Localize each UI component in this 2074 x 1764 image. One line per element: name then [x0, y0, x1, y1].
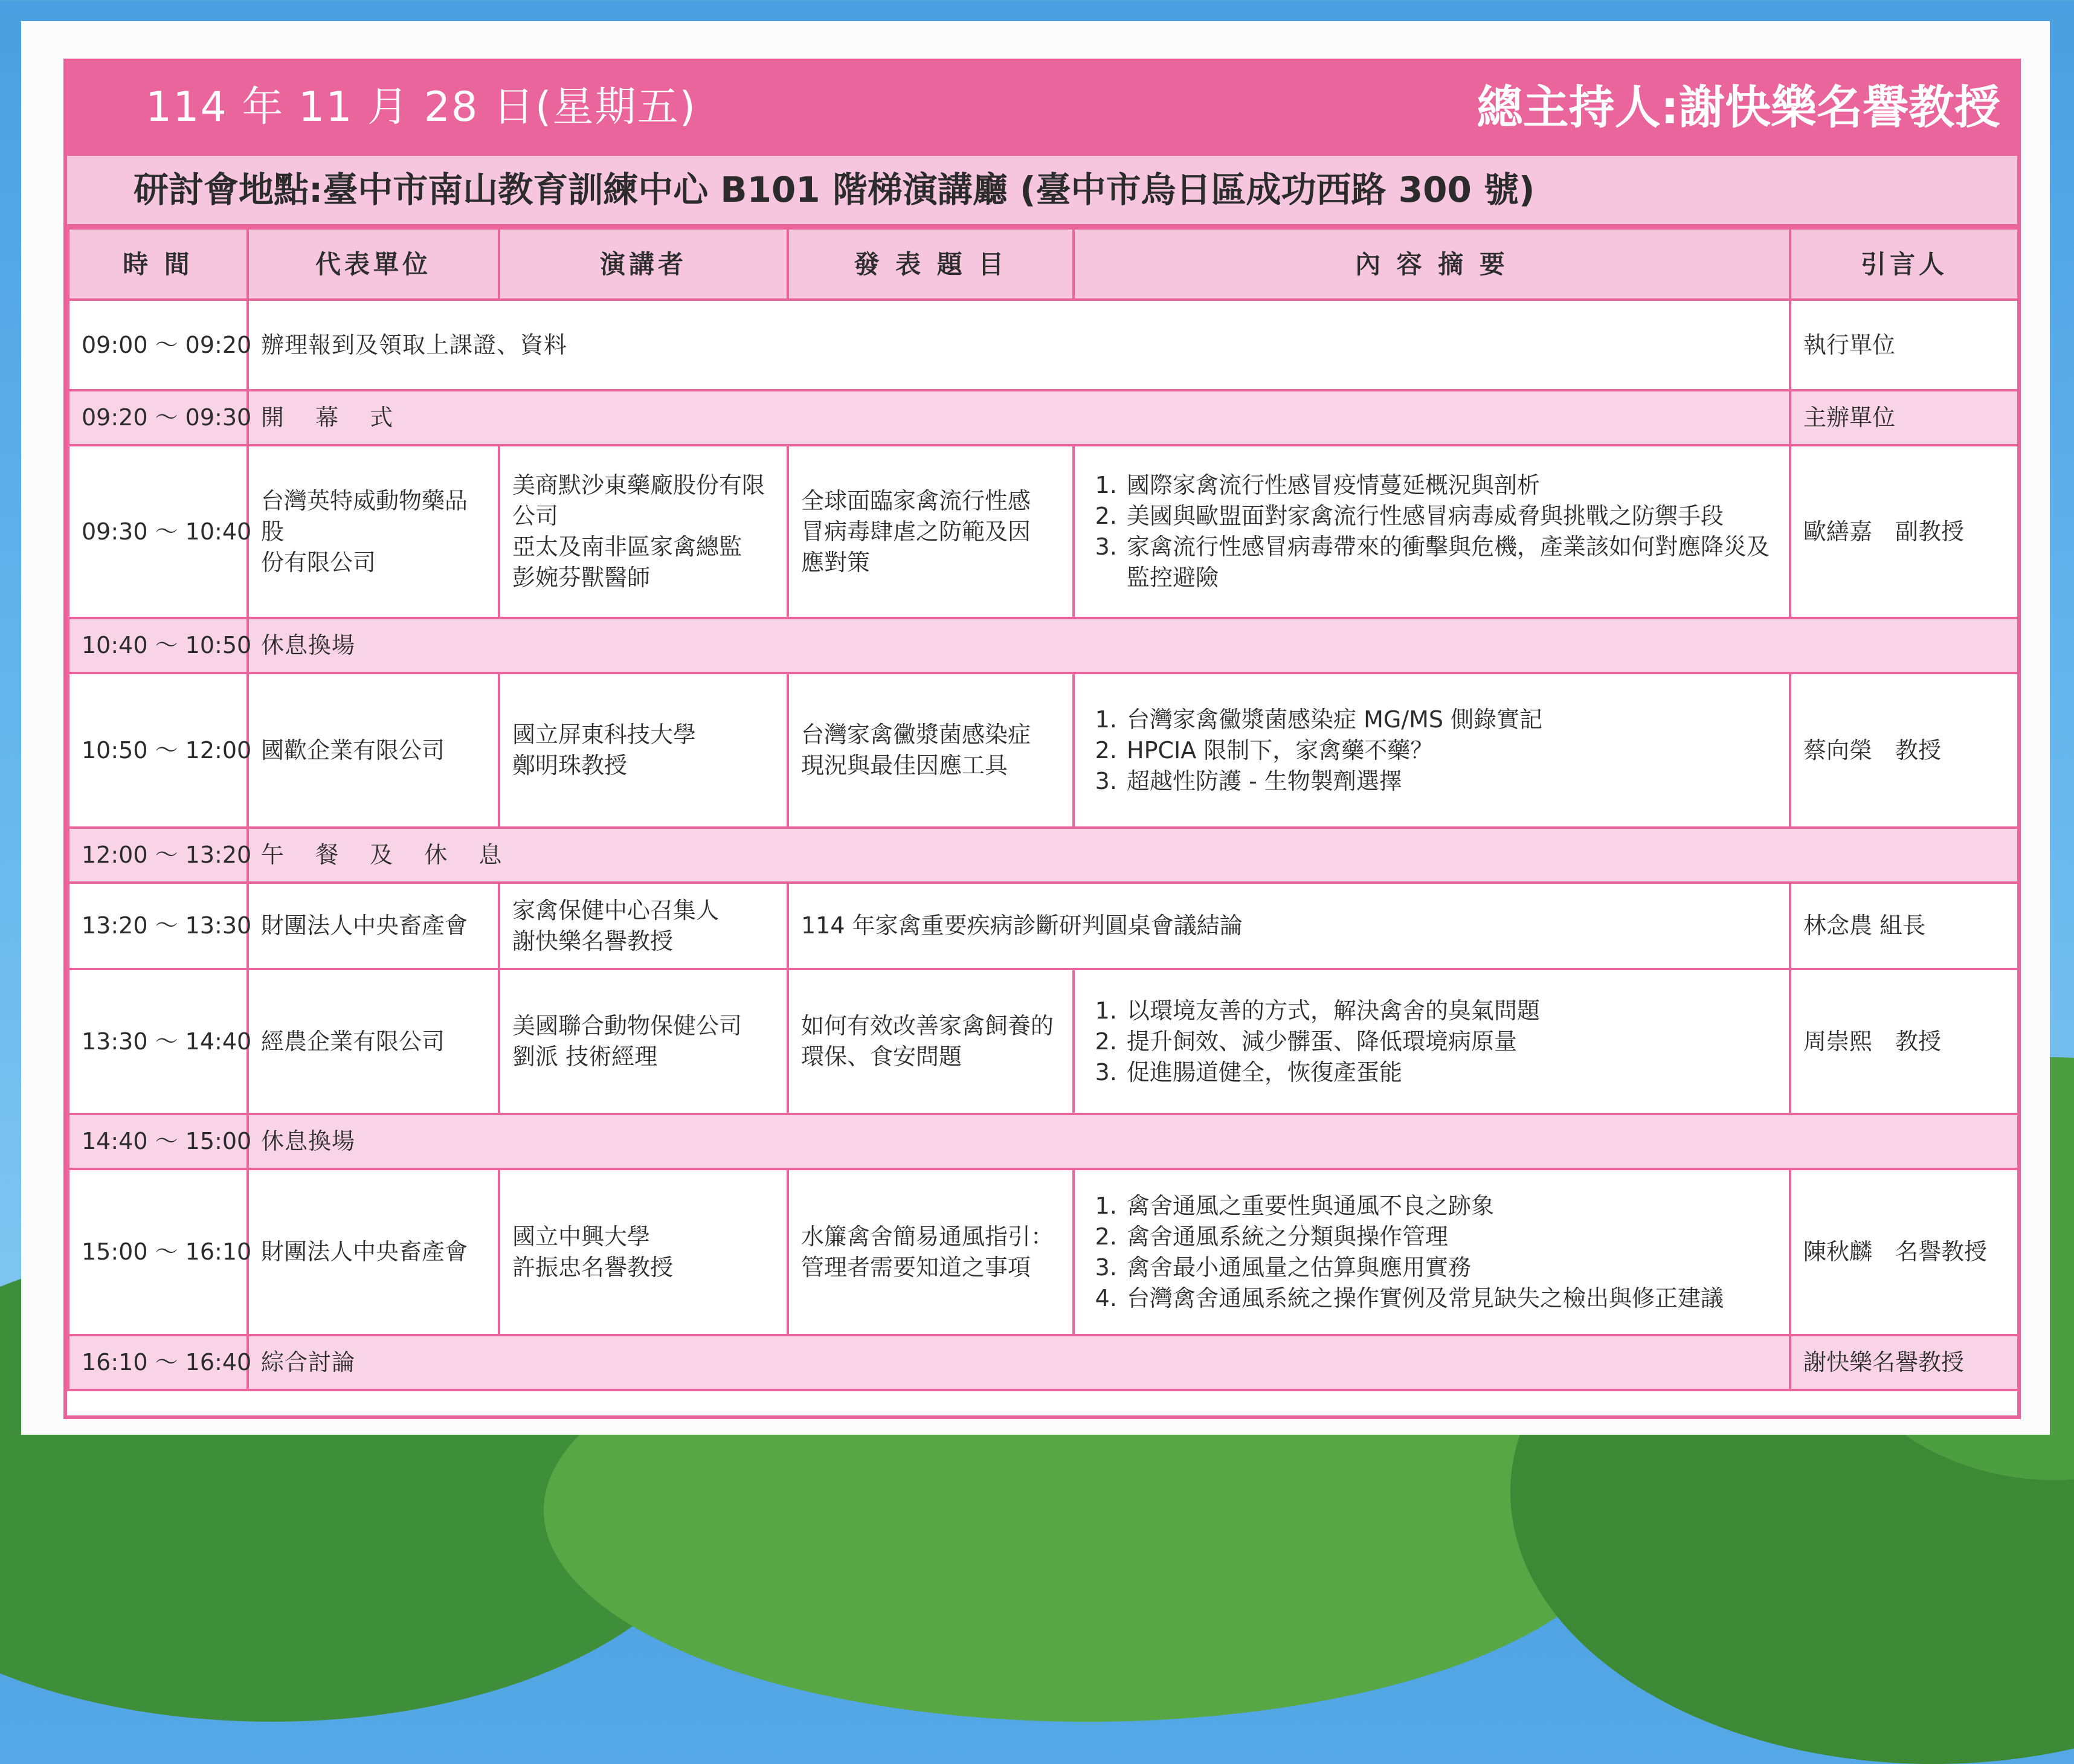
column-header-topic: 發 表 題 目: [788, 228, 1074, 300]
summary-item: 1. 禽舍通風之重要性與通風不良之跡象: [1124, 1191, 1777, 1222]
schedule-row: [68, 673, 2018, 828]
summary-list: [1087, 1191, 1777, 1314]
text-line: 財團法人中央畜產會: [261, 912, 468, 939]
text-line: 台灣英特威動物藥品股: [261, 487, 468, 545]
flyer-sheet: [21, 21, 2050, 1435]
chief-host: 總主持人:謝快樂名譽教授: [1477, 80, 2000, 134]
column-header-speaker: 演講者: [499, 228, 788, 300]
text-line: 國歡企業有限公司: [261, 736, 445, 764]
topic-cell: [788, 445, 1074, 618]
text-line: 冒病毒肆虐之防範及因: [801, 518, 1031, 545]
topic-cell: 114 年家禽重要疾病診斷研判圓桌會議結論: [788, 883, 1790, 969]
summary-item: 1. 台灣家禽黴漿菌感染症 MG/MS 側錄實記: [1124, 704, 1777, 735]
unit-cell: [248, 883, 499, 969]
time-cell: 10:40 ～ 10:50: [68, 618, 248, 673]
topic-cell: [788, 1169, 1074, 1335]
schedule-table: [67, 227, 2020, 1391]
schedule-row: [68, 1169, 2018, 1335]
time-cell: 09:20 ～ 09:30: [68, 390, 248, 445]
topic-cell: [788, 673, 1074, 828]
venue-text: 研討會地點:臺中市南山教育訓練中心 B101 階梯演講廳 (臺中市烏日區成功西路 300 號): [134, 169, 1535, 210]
text-line: 如何有效改善家禽飼養的: [801, 1012, 1054, 1039]
schedule-row: [68, 969, 2018, 1114]
text-line: 台灣家禽黴漿菌感染症: [801, 721, 1031, 748]
event-date: 114 年 11 月 28 日(星期五): [146, 83, 697, 131]
text-line: 亞太及南非區家禽總監: [512, 533, 742, 560]
text-line: 鄭明珠教授: [512, 752, 628, 779]
time-cell: 09:30 ～ 10:40: [68, 445, 248, 618]
header-bar: [67, 62, 2017, 153]
text-line: 國立屏東科技大學: [512, 721, 697, 748]
text-line: 謝快樂名譽教授: [512, 927, 674, 954]
text-line: 全球面臨家禽流行性感: [801, 487, 1031, 514]
time-cell: 13:30 ～ 14:40: [68, 969, 248, 1114]
text-line: 財團法人中央畜產會: [261, 1238, 468, 1265]
moderator-cell: 蔡向榮 教授: [1790, 673, 2018, 828]
moderator-cell: 主辦單位: [1790, 390, 2018, 445]
summary-list: [1087, 996, 1777, 1088]
summary-item: 3. 促進腸道健全，恢復產蛋能: [1124, 1057, 1777, 1088]
time-cell: 15:00 ～ 16:10: [68, 1169, 248, 1335]
column-header-unit: 代表單位: [248, 228, 499, 300]
session-label-cell: 休息換場: [248, 618, 2018, 673]
summary-list: [1087, 470, 1777, 593]
summary-item: 3. 家禽流行性感冒病毒帶來的衝擊與危機，產業該如何對應降災及監控避險: [1124, 532, 1777, 593]
schedule-row: [68, 883, 2018, 969]
schedule-frame: [63, 59, 2021, 1419]
text-line: 美國聯合動物保健公司: [512, 1012, 742, 1039]
text-line: 彭婉芬獸醫師: [512, 564, 651, 591]
unit-cell: [248, 673, 499, 828]
text-line: 許振忠名譽教授: [512, 1254, 674, 1281]
text-line: 經農企業有限公司: [261, 1028, 445, 1055]
schedule-row: [68, 618, 2018, 673]
moderator-cell: 謝快樂名譽教授: [1790, 1335, 2018, 1390]
unit-cell: [248, 969, 499, 1114]
moderator-cell: 執行單位: [1790, 300, 2018, 390]
summary-item: 2. 禽舍通風系統之分類與操作管理: [1124, 1222, 1777, 1252]
summary-item: 1. 國際家禽流行性感冒疫情蔓延概況與剖析: [1124, 470, 1777, 501]
time-cell: 14:40 ～ 15:00: [68, 1114, 248, 1169]
summary-cell: [1074, 445, 1790, 618]
unit-cell: [248, 445, 499, 618]
column-header-time: 時 間: [68, 228, 248, 300]
summary-item: 3. 禽舍最小通風量之估算與應用實務: [1124, 1252, 1777, 1283]
text-line: 劉派 技術經理: [512, 1043, 658, 1070]
unit-cell: [248, 1169, 499, 1335]
topic-cell: [788, 969, 1074, 1114]
summary-item: 3. 超越性防護 - 生物製劑選擇: [1124, 766, 1777, 797]
text-line: 應對策: [801, 549, 871, 576]
schedule-row: [68, 1114, 2018, 1169]
moderator-cell: 歐繕嘉 副教授: [1790, 445, 2018, 618]
speaker-cell: [499, 445, 788, 618]
speaker-cell: [499, 673, 788, 828]
schedule-row: [68, 1335, 2018, 1390]
schedule-row: [68, 445, 2018, 618]
column-header-row: [68, 228, 2018, 300]
summary-cell: [1074, 969, 1790, 1114]
column-header-summary: 內 容 摘 要: [1074, 228, 1790, 300]
text-line: 現況與最佳因應工具: [801, 752, 1008, 779]
summary-item: 1. 以環境友善的方式，解決禽舍的臭氣問題: [1124, 996, 1777, 1026]
session-label-cell: 開 幕 式: [248, 390, 1790, 445]
column-header-moderator: 引言人: [1790, 228, 2018, 300]
time-cell: 09:00 ～ 09:20: [68, 300, 248, 390]
summary-item: 2. 提升飼效、減少髒蛋、降低環境病原量: [1124, 1026, 1777, 1057]
time-cell: 12:00 ～ 13:20: [68, 828, 248, 883]
moderator-cell: 陳秋麟 名譽教授: [1790, 1169, 2018, 1335]
text-line: 水簾禽舍簡易通風指引：: [801, 1223, 1054, 1250]
speaker-cell: [499, 883, 788, 969]
summary-item: 4. 台灣禽舍通風系統之操作實例及常見缺失之檢出與修正建議: [1124, 1283, 1777, 1314]
text-line: 管理者需要知道之事項: [801, 1254, 1031, 1281]
venue-bar: [67, 153, 2017, 227]
speaker-cell: [499, 969, 788, 1114]
schedule-row: [68, 828, 2018, 883]
session-label-cell: 休息換場: [248, 1114, 2018, 1169]
summary-cell: [1074, 1169, 1790, 1335]
schedule-row: [68, 390, 2018, 445]
schedule-row: [68, 300, 2018, 390]
speaker-cell: [499, 1169, 788, 1335]
time-cell: 13:20 ～ 13:30: [68, 883, 248, 969]
session-label-cell: 綜合討論: [248, 1335, 1790, 1390]
text-line: 國立中興大學: [512, 1223, 651, 1250]
text-line: 家禽保健中心召集人: [512, 896, 720, 924]
summary-item: 2. HPCIA 限制下，家禽藥不藥？: [1124, 735, 1777, 766]
text-line: 份有限公司: [261, 549, 376, 576]
session-label-cell: 辦理報到及領取上課證、資料: [248, 300, 1790, 390]
moderator-cell: 林念農 組長: [1790, 883, 2018, 969]
text-line: 美商默沙東藥廠股份有限公司: [512, 472, 765, 529]
text-line: 環保、食安問題: [801, 1043, 962, 1070]
summary-cell: [1074, 673, 1790, 828]
session-label-cell: 午 餐 及 休 息: [248, 828, 2018, 883]
time-cell: 10:50 ～ 12:00: [68, 673, 248, 828]
moderator-cell: 周崇熙 教授: [1790, 969, 2018, 1114]
summary-list: [1087, 704, 1777, 797]
time-cell: 16:10 ～ 16:40: [68, 1335, 248, 1390]
summary-item: 2. 美國與歐盟面對家禽流行性感冒病毒威脅與挑戰之防禦手段: [1124, 501, 1777, 532]
